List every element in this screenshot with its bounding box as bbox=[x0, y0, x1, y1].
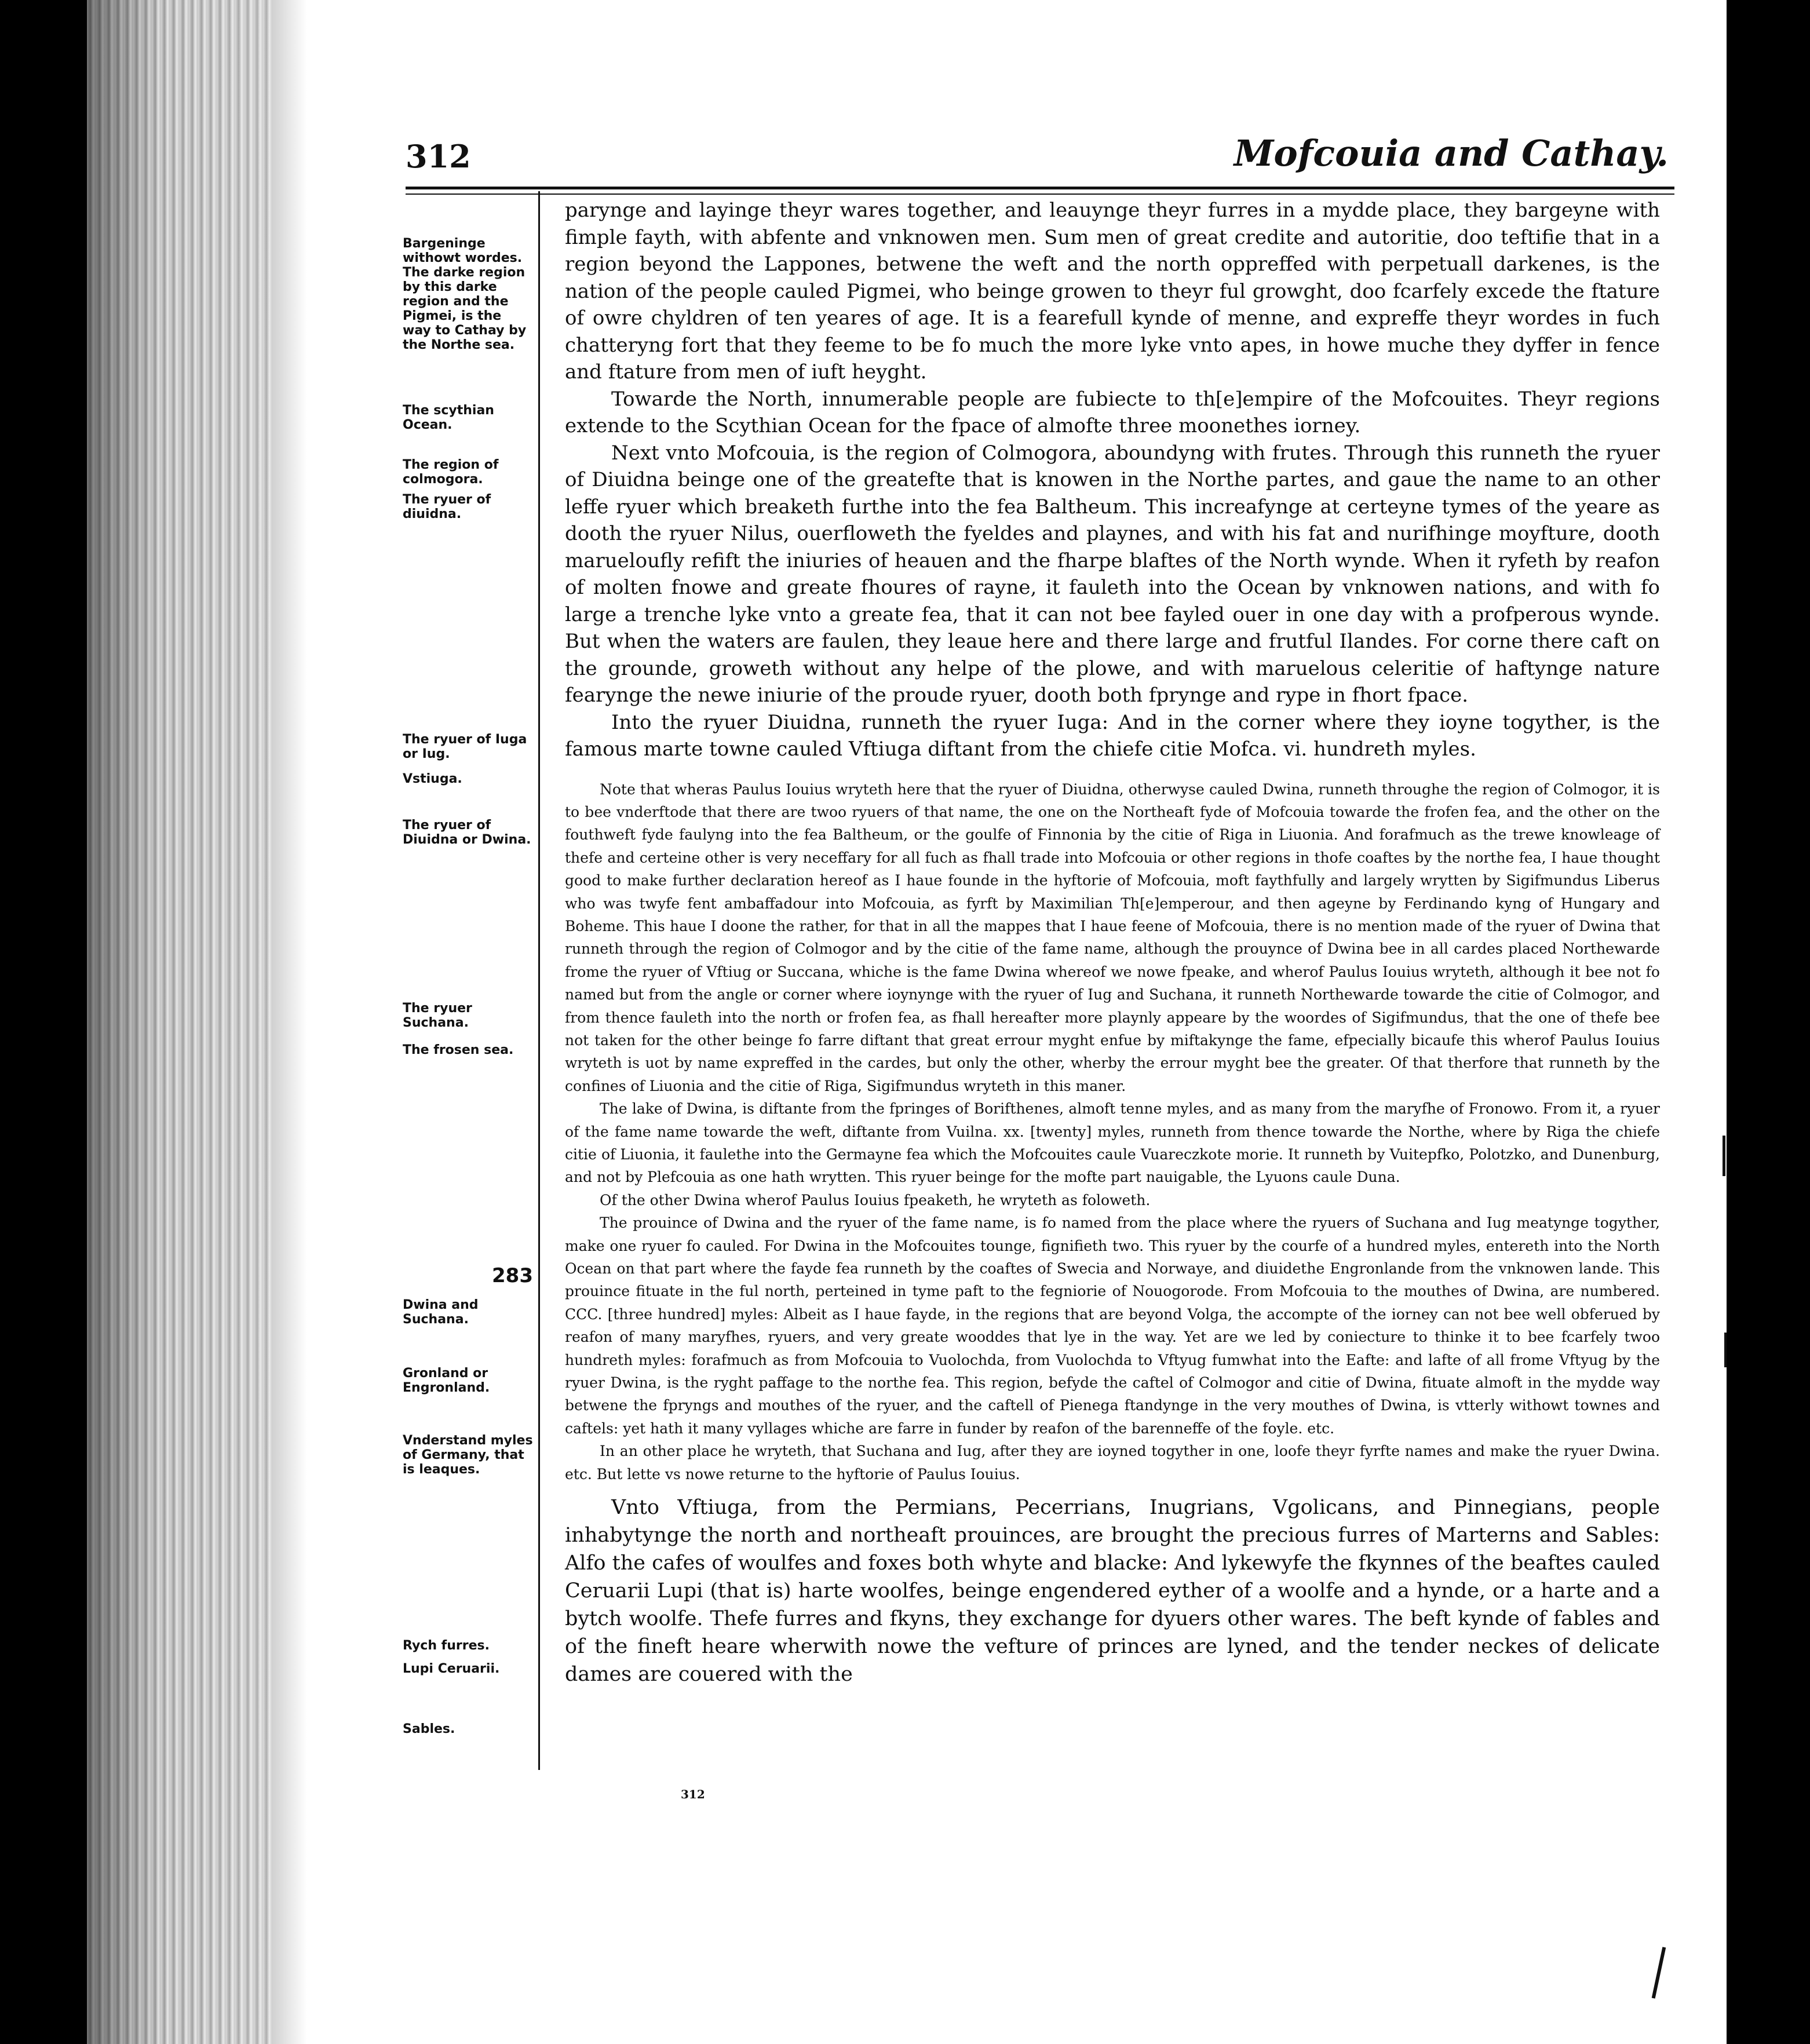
editorial-note: The lake of Dwina, is diftante from the fpringes of Borifthenes, almoft tenne myles, and as many from the maryfhe of Fronowo. From it, a ryuer of the fame name towarde the weft, diftante from Vuilna. xx. [twenty] myles, runneth from thence towarde the Northe, where by Riga the chiefe citie of Liuonia, it faulethe into the Germayne fea which the Mofcouites caule Vuareczkote morie. It runneth by Vuitepfko, Polotzko, and Dunenburg, and not by Plefcouia as one hath wrytten. This ryuer beinge for the mofte part nauigable, the Lyuons caule Duna. bbox=[565, 1100, 1660, 1186]
book-page bbox=[272, 0, 1727, 2044]
editorial-note: Note that wheras Paulus Iouius wryteth here that the ryuer of Diuidna, otherwyse cauled Dwina, runneth throughe the region of Colmogor, it is to bee vnderftode that there are twoo ryuers of that name, the one on the Northeaft fyde of Mofcouia towarde the frofen fea, and the other on the fouthweft fyde faulyng into the fea Baltheum, or the goulfe of Finnonia by the citie of Riga in Liuonia. And forafmuch as the trewe knowleage of thefe and certeine other is very neceffary for all fuch as fhall trade into Mofcouia or other regions in thofe coaftes by the northe fea, I haue thought good to make further declaration hereof as I haue founde in the hyftorie of Mofcouia, moft faythfully and largely wrytten by Sigifmundus Liberus who was twyfe fent ambaffadour into Mofcouia, as fyrft by Maximilian Th[e]emperour, and then ageyne by Ferdinando kyng of Hungary and Boheme. This haue I doone the rather, for that in all the mappes that I haue feene of Mofcouia, there is no mention made of the ryuer of Dwina that runneth through the region of Colmogor and by the citie of the fame name, although the prouynce of Dwina bee in all cardes placed Northewarde frome the ryuer of Vftiug or Succana, whiche is the fame Dwina whereof we nowe fpeake, and wherof Paulus Iouius wryteth, although it bee not fo named but from the angle or corner where ioynynge with the ryuer of Iug and Suchana, it runneth Northewarde towarde the citie of Colmogor, and from thence fauleth into the north or frofen fea, as fhall hereafter more playnly appeare by the woordes of Sigifmundus, that the one of thefe bee not taken for the other beinge fo farre diftant that great errour myght enfue by miftakynge the fame, efpecially bicaufe this wherof Paulus Iouius wryteth is uot by name expreffed in the cardes, but only the other, wherby the errour myght bee the greater. Of that therfore that runneth by the confines of Liuonia and the citie of Riga, Sigifmundus wryteth in this maner. bbox=[565, 780, 1660, 1094]
editorial-note: Of the other Dwina wherof Paulus Iouius fpeaketh, he wryteth as foloweth. bbox=[600, 1191, 1151, 1209]
main-text bbox=[565, 197, 1660, 1688]
paragraph: Into the ryuer Diuidna, runneth the ryuer Iuga: And in the corner where they ioyne togyther, is the famous marte towne cauled Vftiuga diftant from the chiefe citie Mofca. vi. hundreth myles. bbox=[565, 710, 1660, 761]
sidenote-rych-furres: Rych furres. bbox=[403, 1638, 490, 1653]
sidenote-diuidna: The ryuer of diuidna. bbox=[403, 492, 491, 521]
sidenote-darke-region: The darke region by this darke region and the Pigmei, is the way to Cathay by the Northe sea. bbox=[403, 265, 527, 352]
paragraph: Next vnto Mofcouia, is the region of Colmogora, aboundyng with frutes. Through this runneth the ryuer of Diuidna beinge one of the greatefte that is knowen in the Northe partes, and gaue the name to an other leffe ryuer which breaketh furthe into the fea Baltheum. This increafynge at certeyne tymes of the yeare as dooth the ryuer Nilus, ouerfloweth the fyeldes and playnes, and with his fat and nurifhinge moyfture, dooth marueloufly refift the iniuries of heauen and the fharpe blaftes of the North wynde. When it ryfeth by reafon of molten fnowe and greate fhoures of rayne, it fauleth into the Ocean by vnknowen nations, and with fo large a trenche lyke vnto a greate fea, that it can not bee fayled ouer in one day with a profperous wynde. But when the waters are faulen, they leaue here and there large and frutful Ilandes. For corne there caft on the grounde, groweth without any helpe of the plowe, and with maruelous celeritie of haftynge nature fearynge the newe iniurie of the proude ryuer, dooth both fprynge and rype in fhort fpace. bbox=[565, 441, 1660, 707]
sidenote-colmogora: The region of colmogora. bbox=[403, 458, 499, 487]
closing-paragraph: Vnto Vftiuga, from the Permians, Pecerrians, Inugrians, Vgolicans, and Pinnegians, people inhabytynge the north and northeaft prouinces, are brought the precious furres of Marterns and Sables: Alfo the cafes of woulfes and foxes both whyte and blacke: And lykewyfe the fkynnes of the beaftes cauled Ceruarii Lupi (that is) harte woolfes, beinge engendered eyther of a woolfe and a hynde, or a harte and a bytch woolfe. Thefe furres and fkyns, they exchange for dyuers other wares. The beft kynde of fables and of the fineft heare wherwith nowe the vefture of princes are lyned, and the tender neckes of delicate dames are couered with the bbox=[565, 1496, 1660, 1687]
gutter-shadow bbox=[272, 0, 307, 2044]
sidenote-sables: Sables. bbox=[403, 1722, 455, 1736]
scan-mark bbox=[1724, 1333, 1727, 1367]
editorial-note: In an other place he wryteth, that Suchana and Iug, after they are ioyned togyther in one, loofe theyr fyrfte names and make the ryuer Dwina. etc. But lette vs nowe returne to the hyftorie of Paulus Iouius. bbox=[565, 1443, 1660, 1483]
footer-page-number: 312 bbox=[681, 1787, 705, 1801]
scan-mark bbox=[1723, 1136, 1725, 1176]
sidenote-iuga: The ryuer of Iuga or Iug. bbox=[403, 732, 527, 761]
page-number: 312 bbox=[406, 138, 471, 175]
original-page-number: 283 bbox=[492, 1264, 533, 1287]
page-header bbox=[406, 132, 1669, 184]
sidenote-dwina: The ryuer of Diuidna or Dwina. bbox=[403, 818, 531, 847]
sidenote-bargeninge: Bargeninge withowt wordes. bbox=[403, 236, 523, 265]
sidenote-suchana: The ryuer Suchana. bbox=[403, 1001, 472, 1030]
sidenote-lupi: Lupi Ceruarii. bbox=[403, 1662, 500, 1676]
paragraph: parynge and layinge theyr wares together, and leauynge theyr furres in a mydde place, they bargeyne with fimple fayth, with abfente and vnknowen men. Sum men of great credite and autoritie, doo teftifie that in a region beyond the Lappones, betwene the weft and the north oppreffed with perpetuall darkenes, is the nation of the people cauled Pigmei, who beinge growen to theyr ful growght, doo fcarfely excede the ftature of owre chyldren of ten yeares of age. It is a fearefull kynde of menne, and expreffe theyr wordes in fuch chatteryng fort that they feeme to be fo much the more lyke vnto apes, in howe muche they dyffer in fence and ftature from men of iuft heyght. bbox=[565, 199, 1660, 384]
page-edges bbox=[87, 0, 272, 2044]
sidenote-frosen-sea: The frosen sea. bbox=[403, 1043, 514, 1057]
running-title: Mofcouia and Cathay. bbox=[1234, 132, 1669, 174]
sidenote-vstiuga: Vstiuga. bbox=[403, 772, 462, 786]
editorial-note: The prouince of Dwina and the ryuer of the fame name, is fo named from the place where the ryuers of Suchana and Iug meatynge togyther, make one ryuer fo cauled. For Dwina in the Mofcouites tounge, fignifieth two. This ryuer by the courfe of a hundred myles, entereth into the North Ocean on that part where the fayde fea runneth by the coaftes of Swecia and Norwaye, and diuidethe Engronlande from the vnknowen lande. This prouince fituate in the ful north, perteined in tyme paft to the fegniorie of Nouogorode. From Mofcouia to the mouthes of Dwina, are numbered. CCC. [three hundred] myles: Albeit as I haue fayde, in the regions that are beyond Volga, the accompte of the iorney can not bee well obferued by reafon of many maryfhes, ryuers, and very greate wooddes that lye in the way. Yet are we led by coniecture to thinke it to bee fcarfely twoo hundreth myles: forafmuch as from Mofcouia to Vuolochda, from Vuolochda to Vftyug fumwhat into the Eafte: and lafte of all frome Vftyug by the ryuer Dwina, is the ryght paffage to the northe fea. This region, befyde the caftel of Colmogor and citie of Dwina, fituate almoft in the mydde way betwene the fpryngs and mouthes of the ryuer, and the caftell of Pienega ftandynge in the very mouthes of Dwina, is vtterly withowt townes and caftels: yet hath it many vyllages whiche are farre in funder by reafon of the barenneffe of the foyle. etc. bbox=[565, 1214, 1660, 1437]
sidenote-gronland: Gronland or Engronland. bbox=[403, 1366, 490, 1395]
sidenote-scythian-ocean: The scythian Ocean. bbox=[403, 403, 494, 432]
paragraph: Towarde the North, innumerable people are fubiecte to th[e]empire of the Mofcouites. Theyr regions extende to the Scythian Ocean for the fpace of almofte three moonethes iorney. bbox=[565, 387, 1660, 437]
header-rule bbox=[406, 187, 1674, 195]
sidenote-dwina-suchana: Dwina and Suchana. bbox=[403, 1298, 479, 1327]
margin-rule bbox=[538, 191, 540, 1770]
sidenote-myles: Vnderstand myles of Germany, that is leaques. bbox=[403, 1433, 533, 1477]
